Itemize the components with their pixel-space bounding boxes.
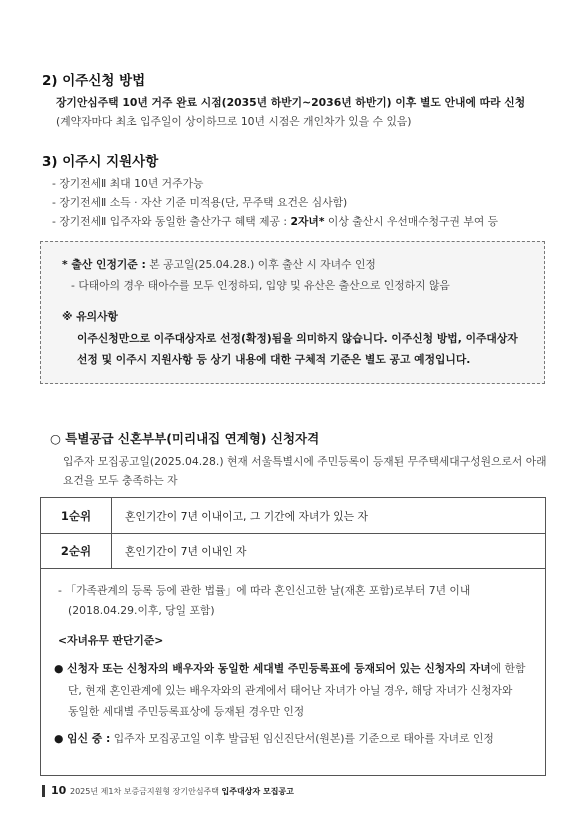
caution-line1: 이주신청만으로 이주대상자로 선정(확정)됨을 의미하지 않습니다. 이주신청 방법, 이주대상자 — [77, 332, 518, 345]
bullet1-tail: 에 한함 — [490, 662, 526, 675]
special-supply-desc1: 입주자 모집공고일(2025.04.28.) 현재 서울특별시에 주민등록이 등재된 무주택세대구성원으로서 아래 — [63, 455, 547, 468]
bullet2-bold: ● 임신 중 : — [54, 732, 111, 745]
qualification-table — [40, 497, 546, 776]
section3-item-3 — [52, 214, 498, 229]
marriage-note-2: (2018.04.29.이후, 당일 포함) — [68, 604, 215, 617]
section3-item3-prefix: - 장기전세Ⅱ 입주자와 동일한 출산가구 혜택 제공 : — [52, 215, 291, 228]
footer-doc-title — [70, 786, 294, 797]
footer-title-bold: 입주대상자 모집공고 — [221, 787, 294, 796]
section3-item3-suffix: 이상 출산시 우선매수청구권 부여 등 — [324, 215, 499, 228]
rank-2-label: 2순위 — [60, 544, 92, 558]
caution-line2: 선정 및 이주시 지원사항 등 상기 내용에 대한 구체적 기준은 별도 공고 예정입니다. — [77, 353, 471, 366]
section3-item-2: - 장기전세Ⅱ 소득 · 자산 기준 미적용(단, 무주택 요건은 심사함) — [52, 196, 348, 209]
bullet1-bold: ● 신청자 또는 신청자의 배우자와 동일한 세대별 주민등록표에 등재되어 있는 신청자의 자녀 — [54, 662, 491, 675]
marriage-note-1: - 「가족관계의 등록 등에 관한 법률」에 따라 혼인신고한 날(재혼 포함)로부터 7년 이내 — [58, 584, 471, 597]
section3-title: 3) 이주시 지원사항 — [42, 154, 159, 170]
bullet1-line3: 동일한 세대별 주민등록표상에 등재된 경우만 인정 — [68, 705, 305, 718]
child-criteria-bullet-1 — [54, 661, 525, 676]
bullet1-line2: 단, 현재 혼인관계에 있는 배우자와의 관계에서 태어난 자녀가 아닐 경우, 해당 자녀가 신청자와 — [68, 684, 513, 697]
birth-criteria-sub: - 다태아의 경우 태아수를 모두 인정하되, 입양 및 유산은 출산으로 인정하지 않음 — [71, 279, 450, 292]
page-number: 10 — [51, 784, 67, 797]
birth-criteria-text: 본 공고일(25.04.28.) 이후 출산 시 자녀수 인정 — [145, 258, 376, 271]
notice-box — [40, 241, 545, 384]
bullet2-text: 입주자 모집공고일 이후 발급된 임신진단서(원본)를 기준으로 태아를 자녀로 인정 — [110, 732, 494, 745]
section2-title: 2) 이주신청 방법 — [42, 73, 146, 89]
section2-line2: (계약자마다 최초 입주일이 상이하므로 10년 시점은 개인차가 있을 수 있음) — [56, 115, 412, 128]
rank-1-label: 1순위 — [60, 509, 92, 523]
section3-item3-bold: 2자녀* — [290, 215, 325, 228]
rank-2-desc: 혼인기간이 7년 이내인 자 — [125, 545, 247, 558]
caution-title: ※ 유의사항 — [62, 310, 118, 323]
child-criteria-bullet-2 — [54, 731, 494, 746]
footer-bar — [42, 785, 45, 797]
section2-line1: 장기안심주택 10년 거주 완료 시점(2035년 하반기~2036년 하반기) 이후 별도 안내에 따라 신청 — [56, 96, 526, 109]
special-supply-desc2: 요건을 모두 충족하는 자 — [63, 474, 178, 487]
section3-item-1: - 장기전세Ⅱ 최대 10년 거주가능 — [52, 177, 204, 190]
footer-title-text: 2025년 제1차 보증금지원형 장기안심주택 — [70, 787, 219, 796]
birth-criteria — [62, 257, 376, 272]
special-supply-title: ○ 특별공급 신혼부부(미리내집 연계형) 신청자격 — [50, 431, 320, 446]
rank-1-desc: 혼인기간이 7년 이내이고, 그 기간에 자녀가 있는 자 — [125, 510, 368, 523]
birth-criteria-label: * 출산 인정기준 : — [62, 258, 146, 271]
child-criteria-title: <자녀유무 판단기준> — [58, 634, 164, 647]
